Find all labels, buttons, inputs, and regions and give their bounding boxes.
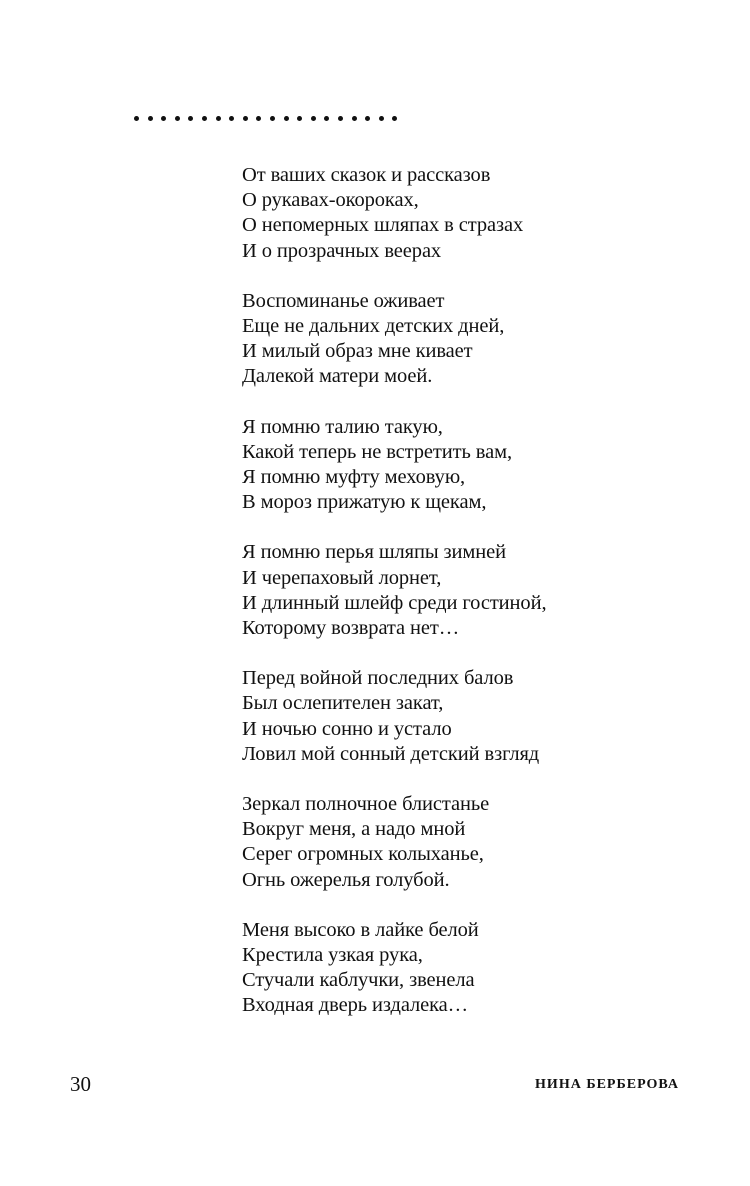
poem-line: И черепаховый лорнет,: [242, 566, 442, 589]
poem-line: Далекой матери моей.: [242, 365, 433, 388]
poem-line: Еще не дальних детских дней,: [242, 315, 505, 338]
poem-line: Крестила узкая рука,: [242, 944, 423, 967]
stanza: [242, 666, 722, 767]
ornament-dot: [311, 116, 316, 121]
poem-line: Перед войной последних балов: [242, 667, 514, 690]
poem-line: И милый образ мне кивает: [242, 340, 473, 363]
ornament-dot: [229, 116, 234, 121]
stanza: [242, 792, 722, 893]
poem-line: О непомерных шляпах в стразах: [242, 214, 524, 237]
ornament-dot: [256, 116, 261, 121]
ornament-dot: [379, 116, 384, 121]
poem-line: От ваших сказок и рассказов: [242, 164, 491, 186]
poem-line: В мороз прижатую к щекам,: [242, 491, 487, 514]
poem-line: Я помню муфту меховую,: [242, 466, 466, 489]
ornament-dot: [243, 116, 248, 121]
poem-line: И ночью сонно и устало: [242, 717, 452, 740]
ornament-dot: [338, 116, 343, 121]
author-running-head: НИНА БЕРБЕРОВА: [535, 1077, 679, 1092]
ornament-dot: [161, 116, 166, 121]
ornament-dots: [134, 116, 406, 121]
poem-line: Стучали каблучки, звенела: [242, 969, 475, 992]
stanza: [242, 415, 722, 516]
poem-line: Меня высоко в лайке белой: [242, 918, 479, 941]
poem-line: Которому возврата нет…: [242, 617, 460, 640]
ornament-dot: [392, 116, 397, 121]
ornament-dot: [365, 116, 370, 121]
poem-line: Входная дверь издалека…: [242, 994, 469, 1017]
ornament-dot: [175, 116, 180, 121]
poem-line: Я помню перья шляпы зимней: [242, 541, 507, 564]
ornament-dot: [324, 116, 329, 121]
page-number: 30: [70, 1072, 91, 1096]
poem-line: Какой теперь не встретить вам,: [242, 440, 512, 463]
stanza: [242, 163, 722, 264]
stanza: [242, 540, 722, 641]
poem-line: Огнь ожерелья голубой.: [242, 868, 450, 891]
stanza: [242, 918, 722, 1019]
ornament-dot: [297, 116, 302, 121]
poem-line: О рукавах-окороках,: [242, 189, 419, 212]
poem-line: Ловил мой сонный детский взгляд: [242, 742, 540, 765]
poem-line: И длинный шлейф среди гостиной,: [242, 591, 547, 614]
poem-line: Я помню талию такую,: [242, 415, 443, 438]
ornament-dot: [188, 116, 193, 121]
stanza: [242, 289, 722, 390]
ornament-dot: [148, 116, 153, 121]
ornament-dot: [202, 116, 207, 121]
poem: [242, 163, 722, 1044]
ornament-dot: [352, 116, 357, 121]
ornament-dot: [134, 116, 139, 121]
ornament-dot: [270, 116, 275, 121]
ornament-dot: [284, 116, 289, 121]
poem-line: Воспоминанье оживает: [242, 289, 445, 312]
poem-line: И о прозрачных веерах: [242, 239, 442, 262]
poem-line: Серег огромных колыханье,: [242, 843, 484, 866]
ornament-dot: [216, 116, 221, 121]
poem-line: Вокруг меня, а надо мной: [242, 818, 466, 841]
poem-line: Зеркал полночное блистанье: [242, 793, 490, 816]
poem-line: Был ослепителен закат,: [242, 692, 444, 715]
